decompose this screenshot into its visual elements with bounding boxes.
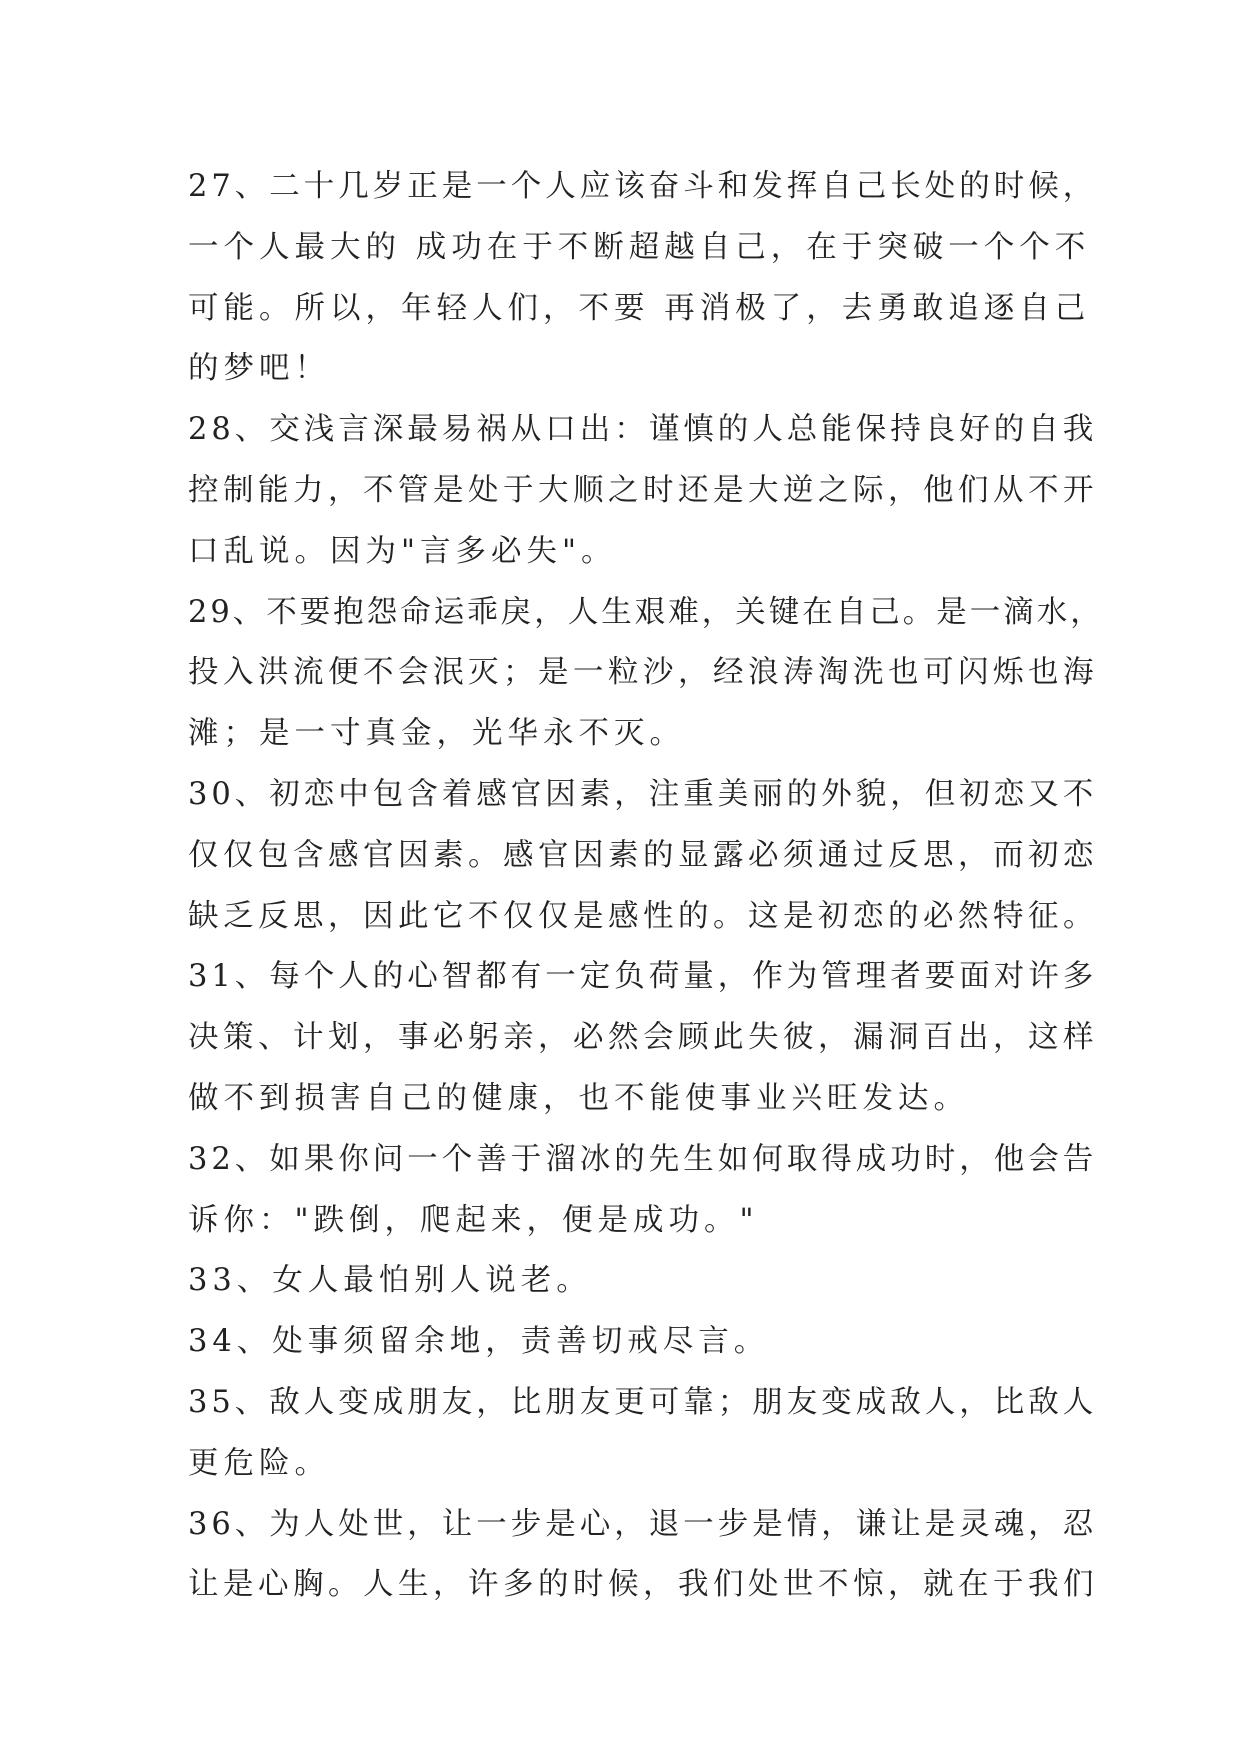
- text-line: 29、不要抱怨命运乖戾，人生艰难，关键在自己。是一滴水，: [188, 594, 1104, 630]
- text-line: 可能。所以，年轻人们，不要 再消极了，去勇敢追逐自己: [188, 290, 1091, 326]
- text-line: 让是心胸。人生，许多的时候，我们处世不惊，就在于我们: [188, 1567, 1098, 1603]
- text-line: 32、如果你问一个善于溜冰的先生如何取得成功时，他会告: [188, 1141, 1098, 1177]
- text-line: 36、为人处世，让一步是心，退一步是情，谦让是灵魂，忍: [188, 1506, 1098, 1542]
- text-line: 仅仅包含感官因素。感官因素的显露必须通过反思，而初恋: [188, 837, 1098, 873]
- document-body: [188, 157, 1104, 1616]
- text-line: 30、初恋中包含着感官因素，注重美丽的外貌，但初恋又不: [188, 776, 1098, 812]
- text-line: 一个人最大的 成功在于不断超越自己，在于突破一个个不: [188, 229, 1091, 265]
- text-line: 投入洪流便不会泯灭；是一粒沙，经浪涛淘洗也可闪烁也海: [188, 655, 1098, 691]
- text-line: 34、处事须留余地，责善切戒尽言。: [188, 1324, 770, 1360]
- text-line: 缺乏反思，因此它不仅仅是感性的。这是初恋的必然特征。: [188, 898, 1098, 934]
- text-line: 的梦吧！: [188, 351, 330, 387]
- text-line: 诉你："跌倒，爬起来，便是成功。": [188, 1202, 759, 1238]
- text-line: 做不到损害自己的健康，也不能使事业兴旺发达。: [188, 1080, 969, 1116]
- text-line: 滩；是一寸真金，光华永不灭。: [188, 716, 685, 752]
- text-line: 31、每个人的心智都有一定负荷量，作为管理者要面对许多: [188, 959, 1098, 995]
- text-line: 口乱说。因为"言多必失"。: [188, 533, 617, 569]
- text-line: 27、二十几岁正是一个人应该奋斗和发挥自己长处的时候，: [188, 169, 1098, 204]
- text-line: 28、交浅言深最易祸从口出：谨慎的人总能保持良好的自我: [188, 412, 1098, 448]
- text-line: 35、敌人变成朋友，比朋友更可靠；朋友变成敌人，比敌人: [188, 1384, 1098, 1420]
- text-line: 决策、计划，事必躬亲，必然会顾此失彼，漏洞百出，这样: [188, 1020, 1098, 1056]
- text-line: 控制能力，不管是处于大顺之时还是大逆之际，他们从不开: [188, 472, 1098, 508]
- text-line: 更危险。: [188, 1445, 330, 1481]
- text-line: 33、女人最怕别人说老。: [188, 1263, 592, 1299]
